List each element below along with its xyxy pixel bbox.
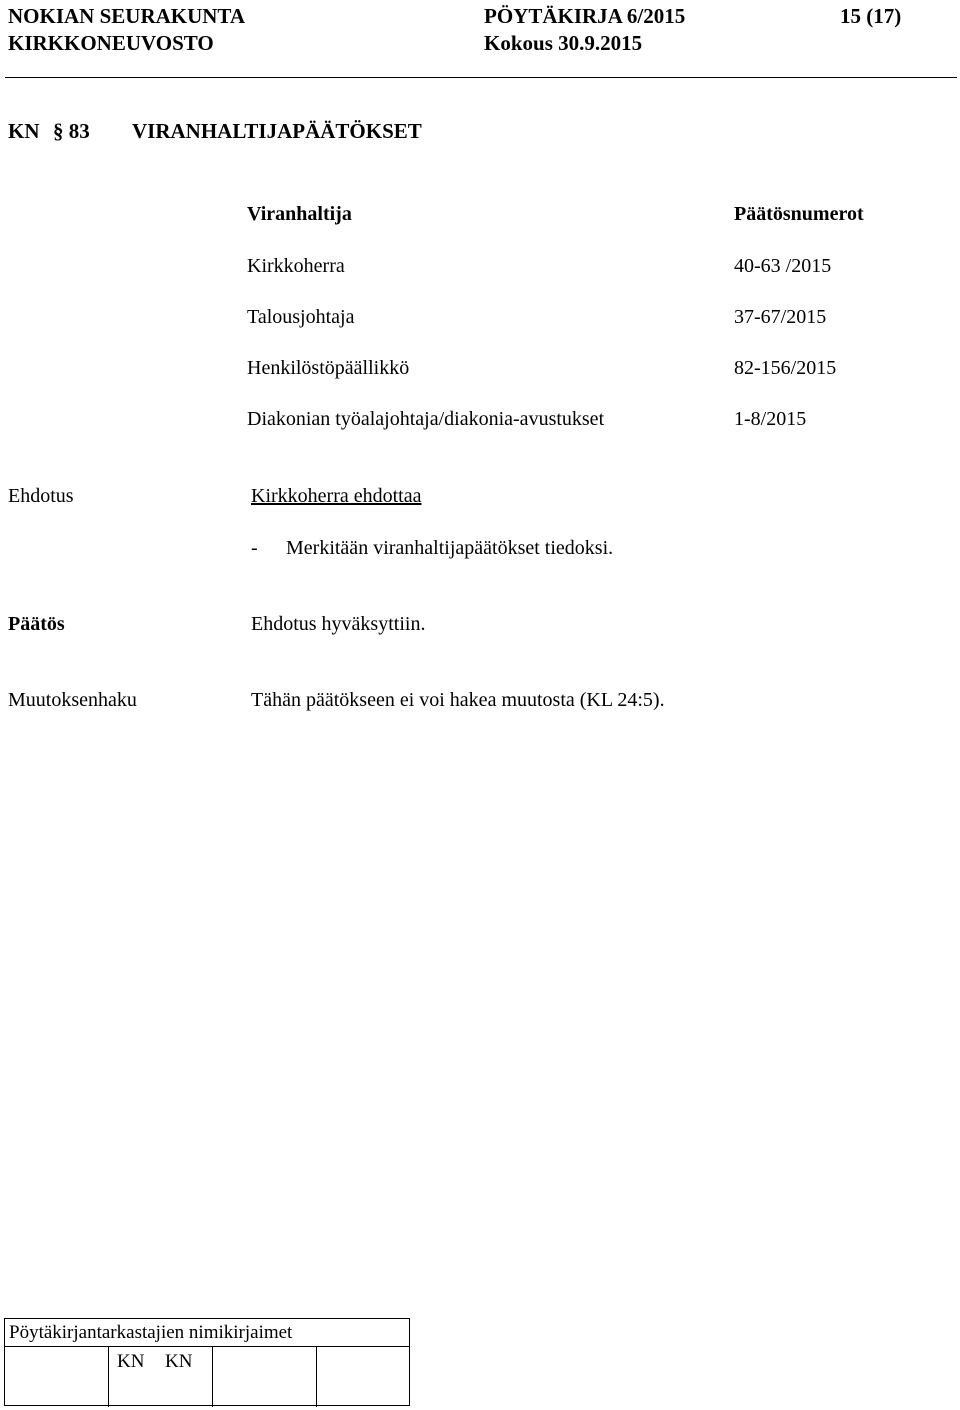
column-header-official: Viranhaltija (247, 203, 352, 225)
meeting-date: Kokous 30.9.2015 (484, 31, 643, 55)
decision-numbers: 82-156/2015 (734, 357, 837, 379)
signature-cell (5, 1347, 109, 1407)
appeal-text: Tähän päätökseen ei voi hakea muutosta (KL 24:5). (251, 689, 665, 711)
page-number: 15 (17) (840, 4, 902, 28)
organization-name: NOKIAN SEURAKUNTA (8, 4, 246, 28)
decision-numbers: 1-8/2015 (734, 408, 807, 430)
section-number: § 83 (53, 119, 90, 143)
signature-cell (213, 1347, 317, 1407)
decision-numbers: 37-67/2015 (734, 306, 827, 328)
governing-body: KIRKKONEUVOSTO (8, 31, 214, 55)
official-name: Talousjohtaja (247, 306, 355, 328)
signature-box (4, 1318, 410, 1406)
document-title: PÖYTÄKIRJA 6/2015 (484, 4, 686, 28)
official-name: Henkilöstöpäällikkö (247, 357, 410, 379)
proposal-label: Ehdotus (8, 485, 74, 507)
appeal-label: Muutoksenhaku (8, 689, 137, 711)
decision-numbers: 40-63 /2015 (734, 255, 832, 277)
signature-cell (109, 1347, 213, 1407)
proposal-item: Merkitään viranhaltijapäätökset tiedoksi. (286, 537, 614, 559)
reviewer-initials: KN (117, 1351, 145, 1372)
header-divider (5, 77, 957, 78)
proposal-heading: Kirkkoherra ehdottaa (251, 485, 422, 507)
proposal-bullet: - (251, 537, 258, 559)
decision-label: Päätös (8, 613, 65, 635)
signature-cell (317, 1347, 411, 1407)
section-prefix: KN (8, 119, 40, 143)
official-name: Diakonian työalajohtaja/diakonia-avustukset (247, 408, 605, 430)
decision-text: Ehdotus hyväksyttiin. (251, 613, 426, 635)
column-header-numbers: Päätösnumerot (734, 203, 864, 225)
section-title: VIRANHALTIJAPÄÄTÖKSET (132, 119, 422, 143)
reviewer-initials: KN (165, 1351, 193, 1372)
signature-box-title: Pöytäkirjantarkastajien nimikirjaimet (5, 1319, 409, 1347)
official-name: Kirkkoherra (247, 255, 345, 277)
